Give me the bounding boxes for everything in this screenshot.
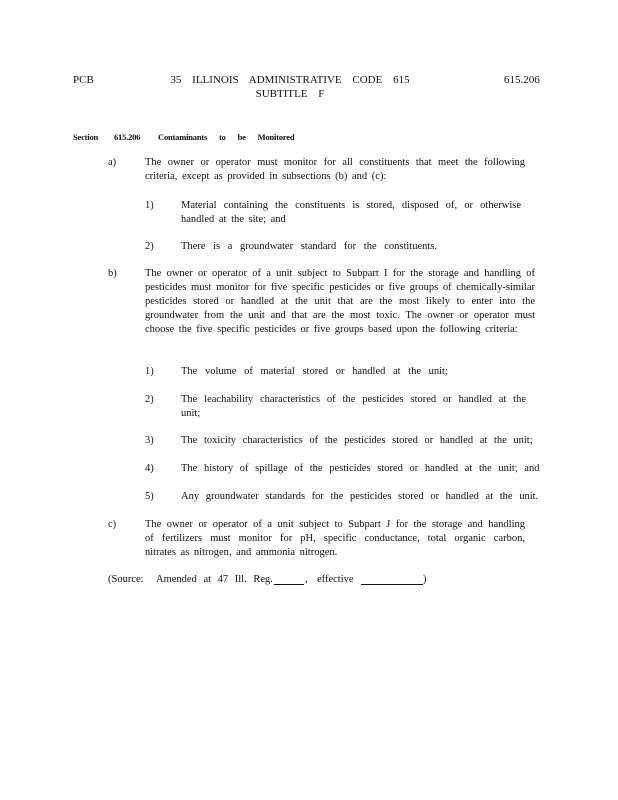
subsection-b-marker: b) (108, 268, 117, 279)
effective-date-blank (361, 574, 423, 585)
subsection-a-item-2-text: There is a groundwater standard for the constituents. (181, 241, 438, 252)
subsection-c-marker: c) (108, 519, 117, 530)
subsection-b-item-3-marker: 3) (145, 435, 154, 446)
source-prefix: (Source: (108, 574, 144, 585)
subsection-a-text: The owner or operator must monitor for all constituents that meet the following criteria, except as provided in subsections (b) and (c): (145, 157, 525, 182)
header-title: 35 ILLINOIS ADMINISTRATIVE CODE 615 (170, 74, 410, 86)
subsection-b-item-2-text: The leachability characteristics of the pesticides stored or handled at the unit; (181, 394, 526, 419)
source-comma: , (305, 574, 308, 585)
subsection-c-text: The owner or operator of a unit subject to Subpart J for the storage and handling of fertilizers must monitor for pH, specific conductance, total organic carbon, nitrates as nitrogen, and ammonia nitrogen. (145, 519, 525, 558)
source-effective: effective (317, 574, 354, 585)
header-subtitle: SUBTITLE F (255, 88, 325, 100)
subsection-b-item-3-text: The toxicity characteristics of the pesticides stored or handled at the unit; (181, 435, 533, 446)
section-number: 615.206 (114, 132, 141, 142)
header-section-number: 615.206 (504, 74, 540, 86)
subsection-a-item-2-marker: 2) (145, 241, 154, 252)
subsection-b-item-4-marker: 4) (145, 463, 154, 474)
subsection-b-item-1-marker: 1) (145, 366, 154, 377)
subsection-a-marker: a) (108, 157, 117, 168)
source-amended: Amended at 47 Ill. Reg. (156, 574, 273, 585)
subsection-b-item-4-text: The history of spillage of the pesticides stored or handled at the unit; and (181, 463, 540, 474)
source-close: ) (423, 574, 427, 585)
subsection-a-item-1-marker: 1) (145, 200, 154, 211)
register-citation-blank (274, 574, 304, 585)
subsection-b-item-1-text: The volume of material stored or handled at the unit; (181, 366, 448, 377)
subsection-a-item-1-text: Material containing the constituents is stored, disposed of, or otherwise handled at the site; and (181, 200, 521, 225)
header-agency: PCB (73, 74, 94, 86)
subsection-b-text: The owner or operator of a unit subject to Subpart I for the storage and handling of pesticides must monitor for five specific pesticides or five groups of chemically-similar pesticides stored or handled at the unit that are the most likely to enter into the groundwater from the unit and that are the most toxic. The owner or operator must choose the five specific pesticides or five groups based upon the following criteria: (145, 268, 535, 335)
section-label: Section (73, 132, 99, 142)
section-title: Contaminants to be Monitored (158, 132, 295, 142)
subsection-b-item-5-text: Any groundwater standards for the pesticides stored or handled at the unit. (181, 491, 539, 502)
subsection-b-item-2-marker: 2) (145, 394, 154, 405)
subsection-b-item-5-marker: 5) (145, 491, 154, 502)
